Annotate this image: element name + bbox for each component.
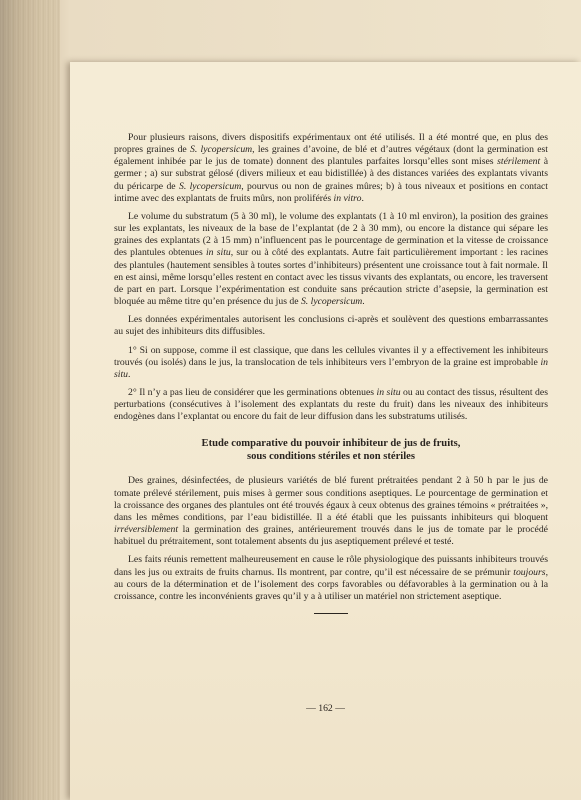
text-run: 2° Il n’y a pas lieu de considérer que les germinations obtenues	[128, 386, 377, 398]
text-run: .	[361, 192, 364, 204]
text-run: Les faits réunis remettent malheureusement en cause le rôle physiologique des puissants inhibiteurs trouvés dans les jus ou extraits de fruits charnus. Ils montrent, par contre, qu’il est nécessaire de se prémunir	[114, 554, 548, 578]
paragraph	[114, 132, 548, 205]
book-page	[70, 62, 581, 800]
italic-run: in situ	[114, 356, 548, 380]
text-run: Des graines, désinfectées, de plusieurs variétés de blé furent prétraitées pendant 2 à 50 h par le jus de tomate prélevé stérilement, puis mises à germer sous conditions aseptiques. Le pourcentage de germination et la croissance des organes des plantules ont été trouvés égaux à ceux obtenus des graines témoins « prétraitées », dans les mêmes conditions, par l’eau bidistillée. Il a été établi que les puissants inhibiteurs qui bloquent	[114, 475, 548, 523]
text-run: .	[362, 296, 365, 308]
end-rule	[314, 613, 348, 614]
section-intro	[114, 132, 548, 423]
page-body	[114, 132, 548, 614]
section-heading	[114, 437, 548, 463]
text-run: Pour plusieurs raisons, divers dispositifs expérimentaux ont été utilisés. Il a été montré que, en plus des propres graines de	[114, 132, 548, 156]
italic-run: toujours	[513, 566, 546, 578]
italic-run: S. lycopersicum	[189, 144, 253, 156]
italic-run: in vitro	[333, 192, 362, 204]
paragraph	[114, 345, 548, 381]
text-run: , les graines d’avoine, de blé et d’autres végétaux (dont la germination est également inhibée par le jus de tomate) donnent des plantules parfaites lorsqu’elles sont mises	[114, 144, 549, 168]
text-run: à germer ; a) sur substrat gélosé (divers milieux et eau bidistillée) à des distances variées des explantats vivants du péricarpe de	[114, 156, 548, 192]
heading-line-1: Etude comparative du pouvoir inhibiteur de jus de fruits,	[201, 438, 461, 450]
text-run: Les données expérimentales autorisent les conclusions ci-après et soulèvent des questions embarrassantes au sujet des inhibiteurs dits diffusibles.	[114, 314, 548, 338]
paragraph	[114, 211, 548, 308]
paragraph	[114, 387, 548, 423]
text-run: .	[128, 368, 131, 380]
text-run: la germination des graines, antérieurement trouvés dans le jus de tomate par le procédé habituel du prétraitement, sont totalement absents du jus aseptiquement prélevé et testé.	[114, 524, 548, 548]
text-run: 1° Si on suppose, comme il est classique, que dans les cellules vivantes il y a effectivement les inhibiteurs trouvés (ou isolés) dans le jus, la translocation de tels inhibiteurs vers l’embryon de la graine est improbable	[114, 344, 548, 368]
section-comparative-study	[114, 475, 548, 603]
text-run: Le volume du substratum (5 à 30 ml), le volume des explantats (1 à 10 ml environ), la position des graines sur les explantats, les niveaux de la base de l’explantat (de 2 à 30 mm), ou encore la distance qui sépare les graines des explantats (2 à 15 mm) n’influencent pas le pourcentage de germination et la vitesse de croissance des plantules obtenues	[114, 210, 548, 259]
italic-run: in situ	[376, 386, 401, 398]
paragraph	[114, 314, 548, 338]
paragraph	[114, 475, 548, 548]
heading-line-2: sous conditions stériles et non stériles	[246, 451, 416, 463]
text-run: ou au contact des tissus, résultent des perturbations (consécutives à l’isolement des explantats du reste du fruit) dans les niveaux des inhibiteurs endogènes dans l’explantat ou encore du fait de leur diffusion dans les substratums utilisés.	[114, 386, 548, 423]
italic-run: stérilement	[497, 156, 541, 168]
text-run: , au cours de la détermination et de l’isolement des corps favorables ou défavorables à la germination ou à la croissance, contre les inconvénients graves qu’il y a à utiliser un matériel non strictement aseptique.	[114, 566, 548, 602]
italic-run: in situ	[205, 247, 231, 259]
text-run: , sur ou à côté des explantats. Autre fait particulièrement important : les racines des plantules (hautement sensibles à toutes sortes d’inhibiteurs) présentent une croissance tout à fait normale. Il en est ainsi, même lorsqu’elles restent en contact avec les tissus vivants des explantats, ou encore, les traversent de part en part. Lorsque l’expérimentation est conduite sans précaution stricte d’asepsie, la germination est bloquée au même titre qu’en présence du jus de	[114, 247, 548, 308]
text-run: , pourvus ou non de graines mûres; b) à tous niveaux et positions en contact intime avec des explantats de fruits mûrs, non proliférés	[114, 180, 548, 204]
italic-run: S. lycopersicum	[178, 180, 242, 192]
italic-run: S. lycopersicum	[300, 296, 363, 308]
italic-run: irréversiblement	[114, 524, 179, 536]
book-page-edges	[0, 0, 60, 800]
paragraph	[114, 554, 548, 603]
page-number: — 162 —	[306, 703, 345, 714]
